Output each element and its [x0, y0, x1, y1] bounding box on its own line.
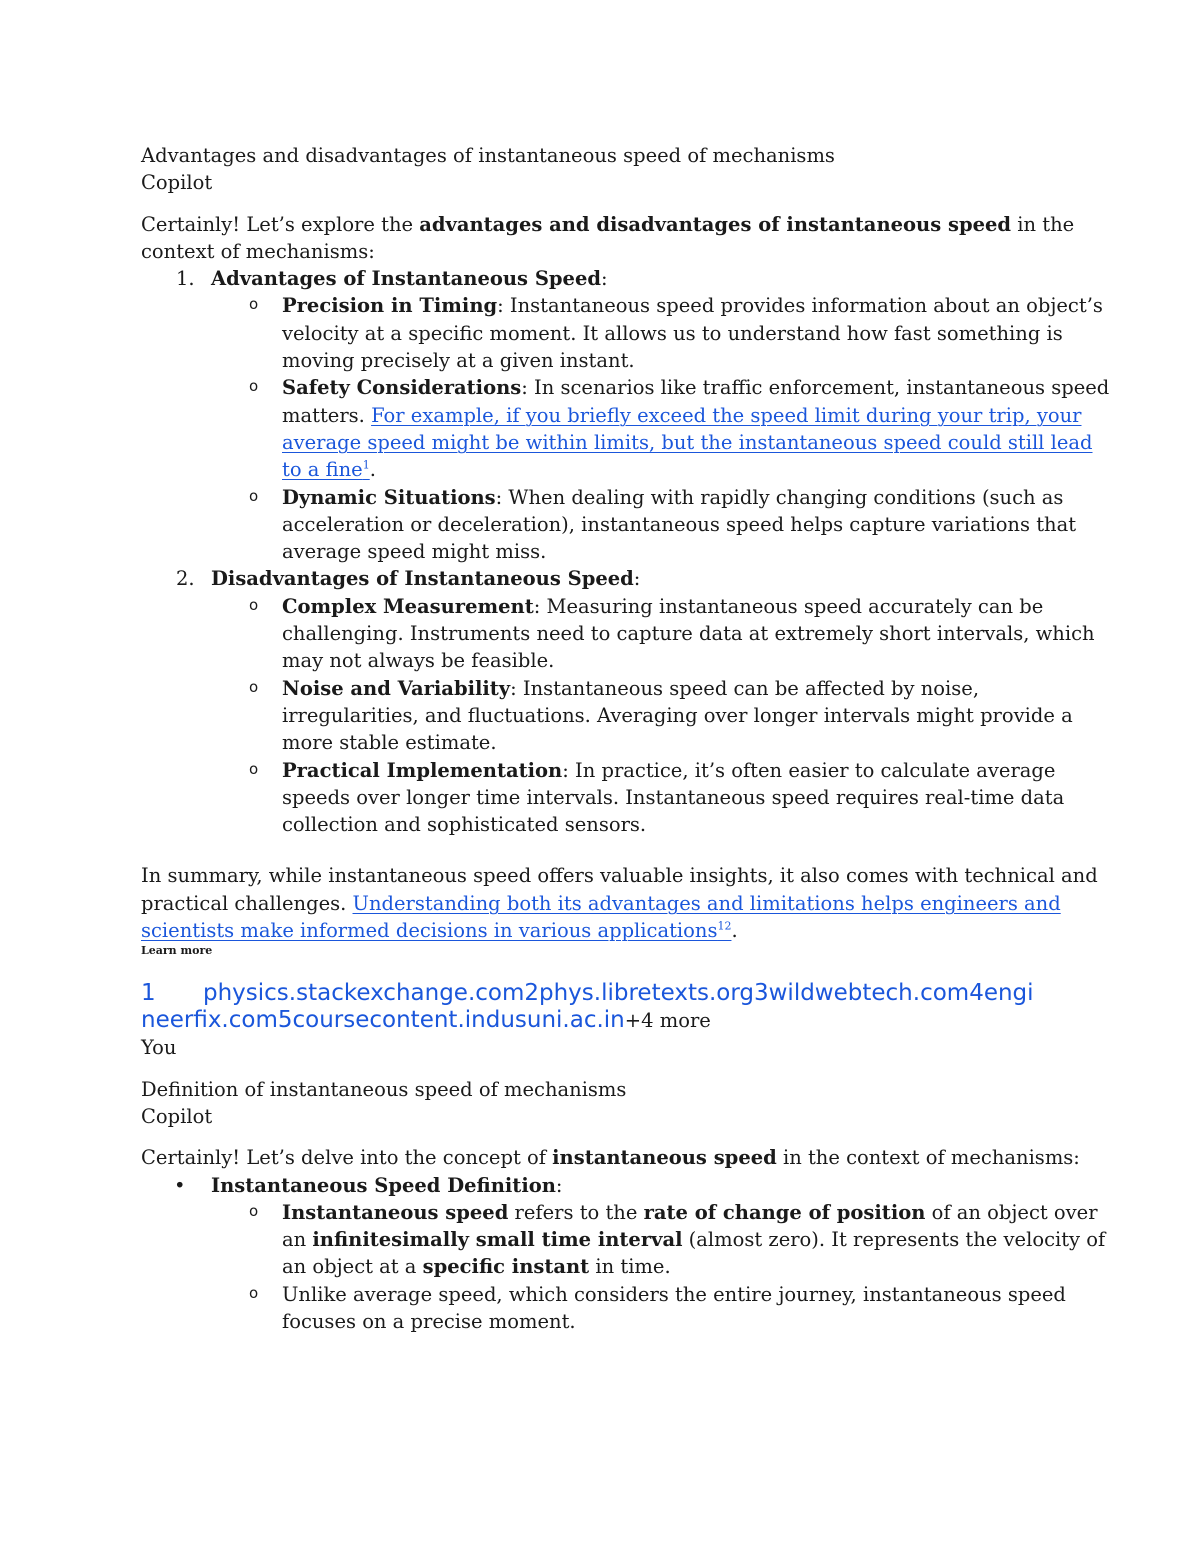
- sources-list: [141, 980, 1071, 1034]
- learn-more-label: Learn more: [141, 944, 213, 958]
- source-number: 1: [141, 980, 156, 1007]
- source-links[interactable]: neerfix.com5coursecontent.indusuni.ac.in: [141, 1007, 625, 1034]
- summary-text-cont: scientists make informed decisions in various applications$^{12}$.: [141, 919, 738, 943]
- definition-list: [141, 1199, 1106, 1335]
- citation-link[interactable]: scientists make informed decisions in various applications$^{12}$: [141, 919, 732, 943]
- advantages-list: [141, 292, 1110, 565]
- list-item: o Noise and Variability: Instantaneous speed can be affected by noise, irregularities, and fluctuations. Averaging over longer intervals might provide a more stable estimate.: [249, 676, 1073, 755]
- list-item: o Instantaneous speed refers to the rate of change of position of an object over an infinitesimally small time interval (almost zero). It represents the velocity of an object at a specific instant in time.: [249, 1200, 1106, 1279]
- question-text: Advantages and disadvantages of instantaneous speed of mechanisms: [141, 144, 835, 167]
- document-page: [141, 142, 1110, 1335]
- question-text: Definition of instantaneous speed of mechanisms: [141, 1077, 627, 1101]
- answer-intro: Certainly! Let’s delve into the concept of instantaneous speed in the context of mechanisms:: [141, 1146, 1080, 1170]
- bullet-icon: •: [174, 1173, 186, 1197]
- citation-link[interactable]: to a fine$^1$: [282, 458, 370, 482]
- bullet-icon: o: [249, 759, 259, 778]
- citation-link[interactable]: For example, if you briefly exceed the speed limit during your trip, your: [371, 403, 1082, 427]
- list-item: o Unlike average speed, which considers the entire journey, instantaneous speed focuses on a precise moment.: [249, 1282, 1066, 1333]
- list-item: o Dynamic Situations: When dealing with rapidly changing conditions (such as acceleration or deceleration), instantaneous speed helps capture variations that average speed might miss.: [249, 485, 1077, 564]
- responder-label: Copilot: [141, 1104, 213, 1128]
- answer-intro-cont: context of mechanisms:: [141, 239, 375, 263]
- responder-label: Copilot: [141, 171, 213, 195]
- list-number: 1.: [176, 267, 195, 291]
- list-item: o Safety Considerations: In scenarios like traffic enforcement, instantaneous speed matters. For example, if you briefly exceed the speed limit during your trip, your average speed might be within limits, but the instantaneous speed could still lead to a fine$^1$.: [249, 376, 1110, 482]
- bullet-icon: o: [249, 595, 259, 614]
- answer-intro: Certainly! Let’s explore the advantages and disadvantages of instantaneous speed in the: [141, 212, 1075, 236]
- bullet-icon: o: [249, 377, 259, 396]
- list-item: o Complex Measurement: Measuring instantaneous speed accurately can be challenging. Instruments need to capture data at extremely short intervals, which may not always be feasible.: [249, 594, 1095, 673]
- section-disadvantages-heading: 2. Disadvantages of Instantaneous Speed:: [141, 565, 1071, 592]
- bullet-icon: o: [249, 1201, 259, 1220]
- speaker-label: You: [141, 1036, 177, 1060]
- citation-link[interactable]: Understanding both its advantages and limitations helps engineers and: [352, 891, 1061, 915]
- bullet-icon: o: [249, 677, 259, 696]
- summary-text: In summary, while instantaneous speed offers valuable insights, it also comes with technical and: [141, 864, 1098, 888]
- list-item: o Precision in Timing: Instantaneous speed provides information about an object’s velocity at a specific moment. It allows us to understand how fast something is moving precisely at a given instant.: [249, 294, 1103, 373]
- section-advantages-heading: 1. Advantages of Instantaneous Speed:: [141, 265, 1071, 292]
- list-item: o Practical Implementation: In practice, it’s often easier to calculate average speeds over longer time intervals. Instantaneous speed requires real-time data collection and sophisticated sensors.: [249, 758, 1065, 837]
- bullet-icon: o: [249, 295, 259, 314]
- list-number: 2.: [176, 567, 195, 591]
- bullet-icon: o: [249, 1283, 259, 1302]
- source-links[interactable]: physics.stackexchange.com2phys.libretexts.org3wildwebtech.com4engi: [203, 980, 1034, 1007]
- summary-text-cont: practical challenges. Understanding both its advantages and limitations helps engineers and: [141, 891, 1061, 915]
- more-sources-link[interactable]: +4 more: [624, 1009, 711, 1033]
- citation-link[interactable]: average speed might be within limits, but the instantaneous speed could still lead: [282, 430, 1093, 454]
- definition-heading: • Instantaneous Speed Definition:: [141, 1172, 1071, 1199]
- bullet-icon: o: [249, 486, 259, 505]
- disadvantages-list: [141, 593, 1095, 839]
